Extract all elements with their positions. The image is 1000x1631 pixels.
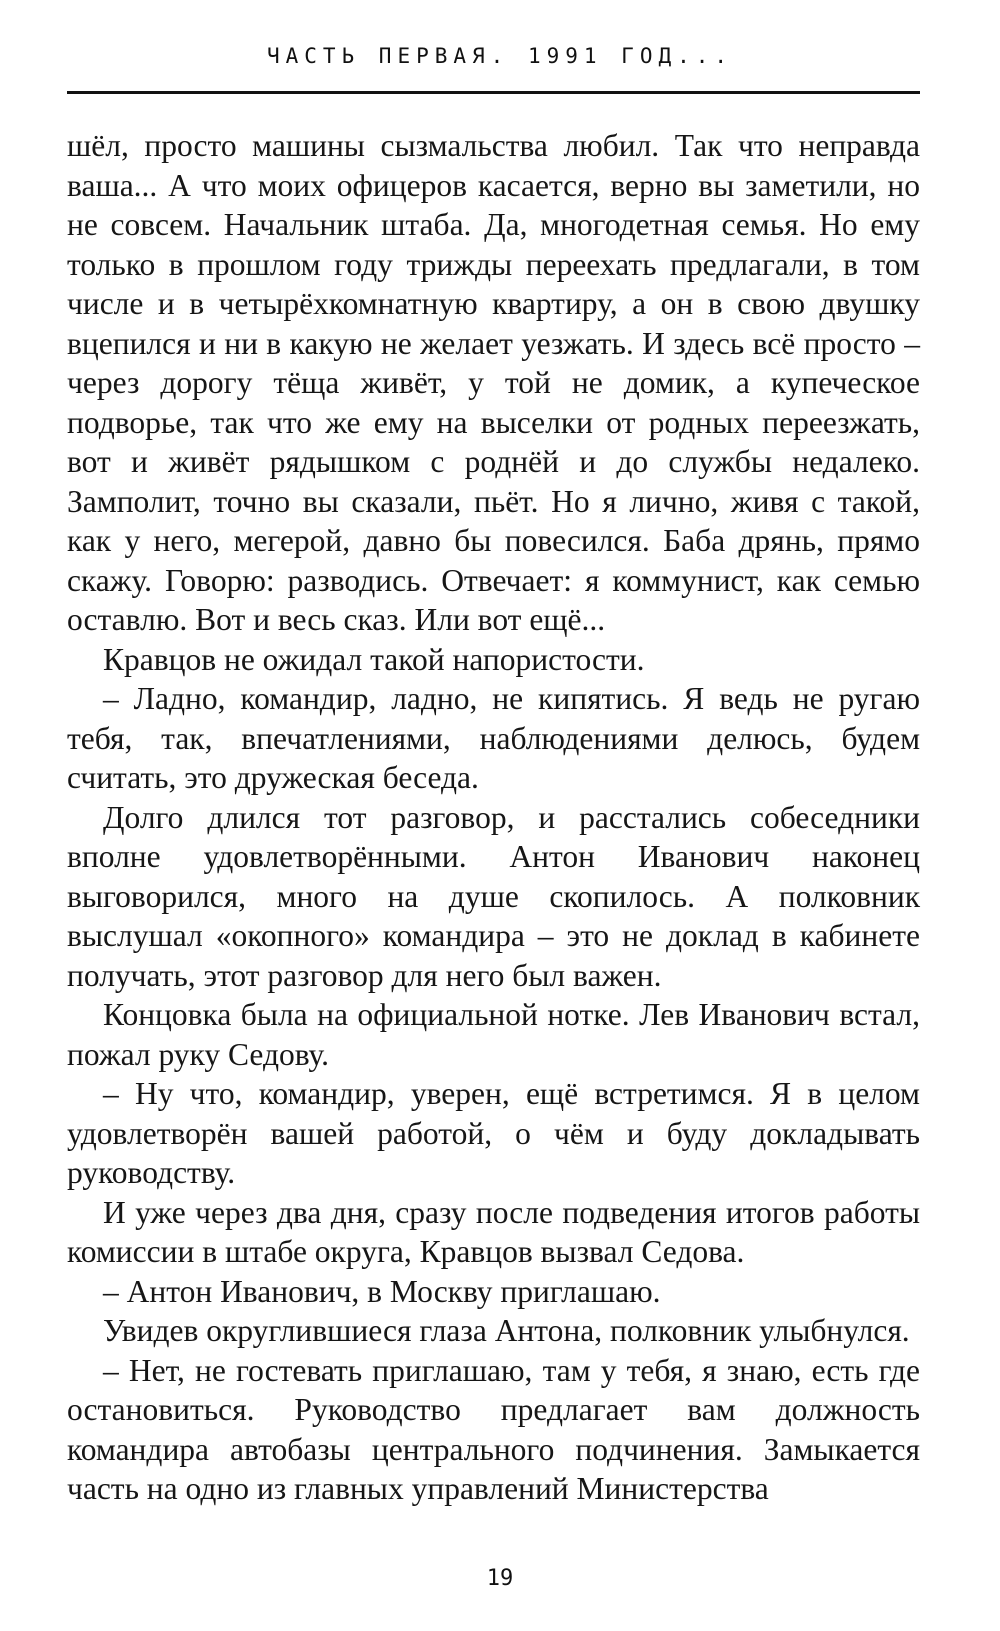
paragraph: Увидев округлившиеся глаза Антона, полковник улыбнулся.	[103, 1313, 910, 1348]
paragraph: шёл, просто машины сызмальства любил. Так что неправда ваша... А что моих офицеров касается, верно вы заметили, но не совсем. Начальник штаба. Да, многодетная семья. Но ему только в прошлом году трижды переехать предлагали, в том числе и в четырёхкомнатную квартиру, а он в свою двушку вцепился и ни в какую не желает уезжать. И здесь всё просто – через дорогу тёща живёт, у той не домик, а купеческое подворье, так что же ему на выселки от родных переезжать, вот и живёт рядышком с роднёй и до службы недалеко. Замполит, точно вы сказали, пьёт. Но я лично, живя с такой, как у него, мегерой, давно бы повесился. Баба дрянь, прямо скажу. Говорю: разводись. Отвечает: я коммунист, как семью оставлю. Вот и весь сказ. Или вот ещё...	[67, 128, 920, 637]
paragraph: – Антон Иванович, в Москву приглашаю.	[103, 1273, 661, 1309]
page-body	[67, 126, 920, 1509]
header-rule	[67, 91, 920, 94]
paragraph: Кравцов не ожидал такой напористости.	[103, 641, 645, 677]
paragraph: – Нет, не гостевать приглашаю, там у тебя, я знаю, есть где остановиться. Руководство предлагает вам должность командира автобазы центрального подчинения. Замыкается часть на одно из главных управлений Министерства	[67, 1352, 920, 1506]
paragraph: Концовка была на официальной нотке. Лев Иванович встал, пожал руку Седову.	[67, 997, 920, 1072]
page-number: 19	[486, 1566, 514, 1591]
paragraph: – Ну что, командир, уверен, ещё встретимся. Я в целом удовлетворён вашей работой, о чём и буду докладывать руководству.	[67, 1076, 920, 1190]
paragraph: И уже через два дня, сразу после подведения итогов работы комиссии в штабе округа, Кравцов вызвал Седова.	[67, 1194, 920, 1269]
paragraph: Долго длился тот разговор, и расстались собеседники вполне удовлетворёнными. Антон Иванович наконец выговорился, много на душе скопилось. А полковник выслушал «окопного» командира – это не доклад в кабинете получать, этот разговор для него был важен.	[67, 799, 920, 993]
running-title: ЧАСТЬ ПЕРВАЯ. 1991 ГОД...	[266, 44, 734, 68]
paragraph: – Ладно, командир, ладно, не кипятись. Я ведь не ругаю тебя, так, впечатлениями, наблюдениями делюсь, будем считать, это дружеская беседа.	[67, 681, 920, 795]
